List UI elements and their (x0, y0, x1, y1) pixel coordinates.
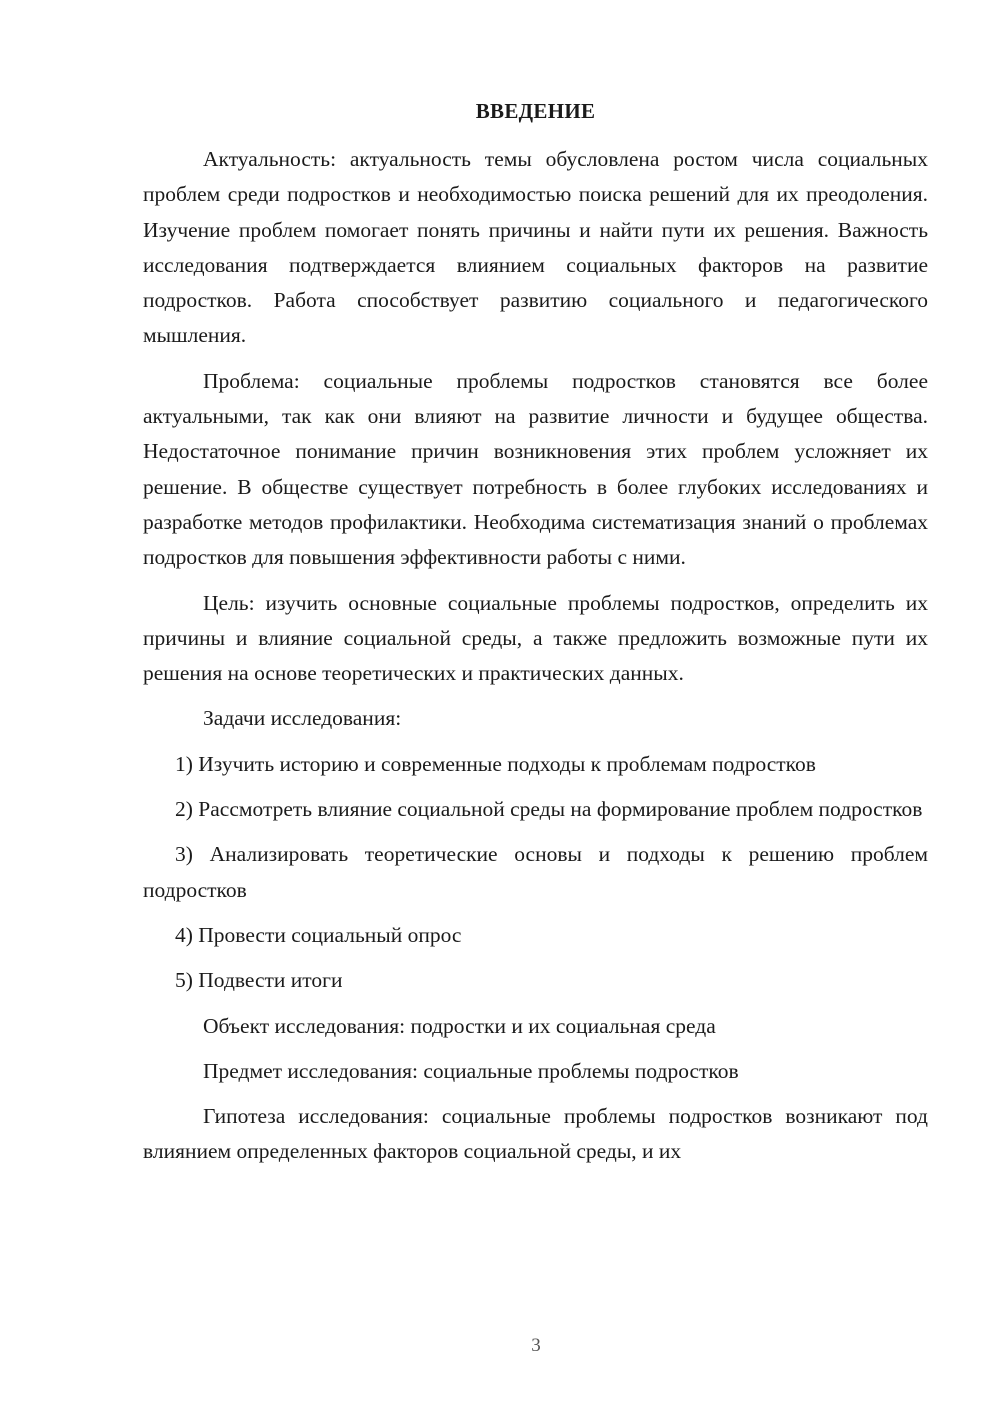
paragraph-hypothesis: Гипотеза исследования: социальные проблемы подростков возникают под влиянием определенных факторов социальной среды, и их (143, 1104, 928, 1164)
task-item: 1) Изучить историю и современные подходы к проблемам подростков (175, 751, 816, 776)
section-title: ВВЕДЕНИЕ (475, 99, 596, 123)
paragraph-problem: Проблема: социальные проблемы подростков становятся все более актуальными, так как они влияют на развитие личности и будущее общества. Недостаточное понимание причин возникновения этих проблем усложняет их решение. В обществе существует потребность в более глубоких исследованиях и разработке методов профилактики. Необходима систематизация знаний о проблемах подростков для повышения эффективности работы с ними. (143, 368, 928, 570)
paragraph-subject: Предмет исследования: социальные проблемы подростков (203, 1058, 739, 1083)
task-item: 4) Провести социальный опрос (175, 922, 462, 947)
task-item: 3) Анализировать теоретические основы и подходы к решению проблем подростков (143, 842, 928, 902)
task-item: 2) Рассмотреть влияние социальной среды на формирование проблем подростков (175, 797, 923, 822)
paragraph-goal: Цель: изучить основные социальные проблемы подростков, определить их причины и влияние социальной среды, а также предложить возможные пути их решения на основе теоретических и практических данных. (143, 590, 928, 686)
page-number: 3 (531, 1335, 541, 1356)
paragraph-object: Объект исследования: подростки и их социальная среда (203, 1013, 716, 1038)
paragraph-tasks-heading: Задачи исследования: (203, 706, 402, 731)
paragraph-relevance: Актуальность: актуальность темы обусловлена ростом числа социальных проблем среди подростков и необходимостью поиска решений для их преодоления. Изучение проблем помогает понять причины и найти пути их решения. Важность исследования подтверждается влиянием социальных факторов на развитие подростков. Работа способствует развитию социального и педагогического мышления. (143, 147, 928, 348)
document-body (143, 142, 928, 1180)
task-item: 5) Подвести итоги (175, 968, 343, 993)
